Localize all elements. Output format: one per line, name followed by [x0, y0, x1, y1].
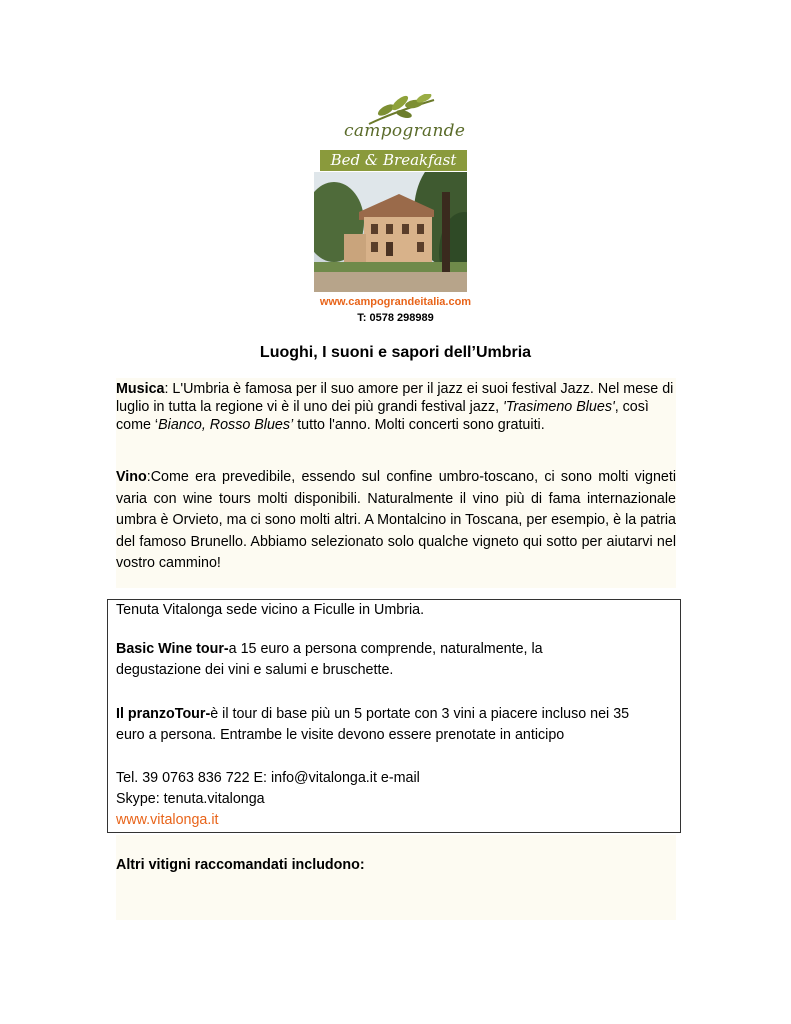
altri-background — [116, 835, 676, 920]
vino-text: :Come era prevedibile, essendo sul confine umbro-toscano, ci sono molti vigneti varia con wine tours molti disponibili. Naturalmente il vino più di fama internazionale umbra è Orvieto, ma ci sono molti altri. A Montalcino in Toscana, per esempio, è la patria del famoso Brunello. Abbiamo selezionato solo qualche vigneto qui sotto per aiutarvi nel vostro cammino! — [116, 469, 676, 571]
basic-tour-text-1: a 15 euro a persona comprende, naturalmente, la — [228, 641, 543, 657]
musica-paragraph — [116, 380, 676, 434]
altri-heading: Altri vitigni raccomandati includono: — [116, 857, 365, 873]
campogrande-website-link[interactable]: www.campograndeitalia.com — [319, 296, 472, 308]
pranzo-tour-line-2: euro a persona. Entrambe le visite devono essere prenotate in anticipo — [116, 727, 565, 743]
musica-text-1: : L'Umbria è famosa per il suo amore per il jazz ei suoi festival Jazz. Nel mese di luglio in tutta la regione vi è il uno dei più grandi festival jazz, — [116, 381, 674, 415]
logo-name: campogrande — [344, 121, 466, 141]
vitalonga-website-link[interactable]: www.vitalonga.it — [116, 812, 219, 828]
musica-italic-1: 'Trasimeno Blues' — [503, 399, 615, 415]
header-phone: T: 0578 298989 — [357, 312, 434, 324]
basic-tour-line-2: degustazione dei vini e salumi e bruschette. — [116, 662, 394, 678]
vitalonga-contact: Tel. 39 0763 836 722 E: info@vitalonga.it e-mail — [116, 770, 420, 786]
musica-text-2: , così come ‘ — [116, 399, 649, 433]
pranzo-tour-text-1: è il tour di base più un 5 portate con 3 vini a piacere incluso nei 35 — [210, 706, 630, 722]
campogrande-logo — [314, 94, 467, 294]
vitalonga-intro: Tenuta Vitalonga sede vicino a Ficulle in Umbria. — [116, 602, 425, 618]
musica-italic-2: Bianco, Rosso Blues’ — [158, 417, 294, 433]
vitalonga-skype: Skype: tenuta.vitalonga — [116, 791, 265, 807]
musica-label: Musica — [116, 381, 165, 397]
vino-label: Vino — [116, 469, 147, 485]
basic-tour-label: Basic Wine tour- — [116, 641, 229, 657]
pranzo-tour-label: Il pranzoTour- — [116, 706, 211, 722]
farmhouse-painting-image — [314, 172, 467, 292]
pranzo-tour-line-1 — [116, 704, 676, 725]
vino-paragraph — [116, 467, 676, 575]
page-title: Luoghi, I suoni e sapori dell’Umbria — [259, 344, 532, 361]
musica-text-3: tutto l'anno. Molti concerti sono gratuiti. — [293, 417, 545, 433]
basic-tour-line-1 — [116, 639, 676, 660]
logo-banner: Bed & Breakfast — [320, 150, 467, 171]
